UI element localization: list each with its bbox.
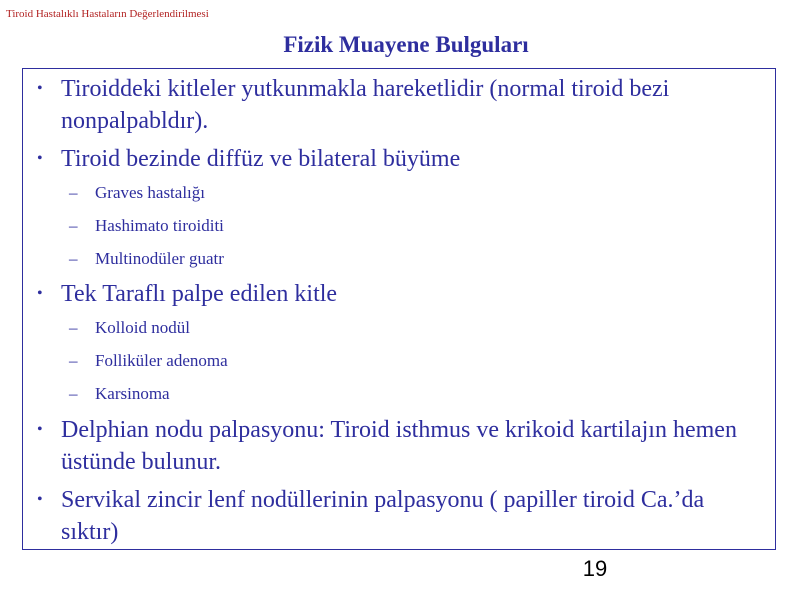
bullet-text: Tek Taraflı palpe edilen kitle — [61, 281, 338, 307]
dash-icon: – — [69, 384, 78, 403]
content-box — [22, 68, 776, 550]
sub-item-graves — [69, 180, 749, 206]
sub-item-text: Kolloid nodül — [95, 318, 190, 337]
dash-icon: – — [69, 318, 78, 337]
bullet-icon: • — [37, 491, 43, 508]
sub-item-text: Folliküler adenoma — [95, 351, 228, 370]
dash-icon: – — [69, 183, 78, 202]
bullet-icon: • — [37, 421, 43, 438]
bullet-item-unilateral-mass — [37, 278, 763, 310]
sub-item-hashimoto — [69, 213, 749, 239]
slide-title: Fizik Muayene Bulguları — [283, 32, 529, 57]
sub-item-follicular-adenoma — [69, 348, 749, 374]
sub-item-carcinoma — [69, 381, 749, 407]
sub-item-text: Karsinoma — [95, 384, 170, 403]
presentation-header: Tiroid Hastalıklı Hastaların Değerlendirilmesi — [6, 8, 209, 20]
bullet-item-cervical-lymph-nodes — [37, 484, 763, 548]
sub-item-multinodular-goiter — [69, 246, 749, 272]
dash-icon: – — [69, 249, 78, 268]
sub-item-colloid-nodule — [69, 315, 749, 341]
bullet-icon: • — [37, 80, 43, 97]
bullet-text: Delphian nodu palpasyonu: Tiroid isthmus ve krikoid kartilajın hemen üstünde bulunur. — [61, 417, 737, 475]
bullet-item-thyroid-masses — [37, 73, 763, 137]
bullet-text: Tiroid bezinde diffüz ve bilateral büyüme — [61, 146, 461, 172]
dash-icon: – — [69, 351, 78, 370]
sub-item-text: Hashimato tiroiditi — [95, 216, 224, 235]
bullet-icon: • — [37, 150, 43, 167]
sub-item-text: Multinodüler guatr — [95, 249, 224, 268]
bullet-text: Servikal zincir lenf nodüllerinin palpasyonu ( papiller tiroid Ca.’da sıktır) — [61, 487, 705, 545]
bullet-item-delphian-node — [37, 414, 763, 478]
bullet-text: Tiroiddeki kitleler yutkunmakla hareketlidir (normal tiroid bezi nonpalpabldır). — [61, 76, 670, 134]
bullet-icon: • — [37, 285, 43, 302]
dash-icon: – — [69, 216, 78, 235]
sub-item-text: Graves hastalığı — [95, 183, 205, 202]
page-number: 19 — [582, 556, 608, 581]
bullet-item-diffuse-enlargement — [37, 143, 763, 175]
